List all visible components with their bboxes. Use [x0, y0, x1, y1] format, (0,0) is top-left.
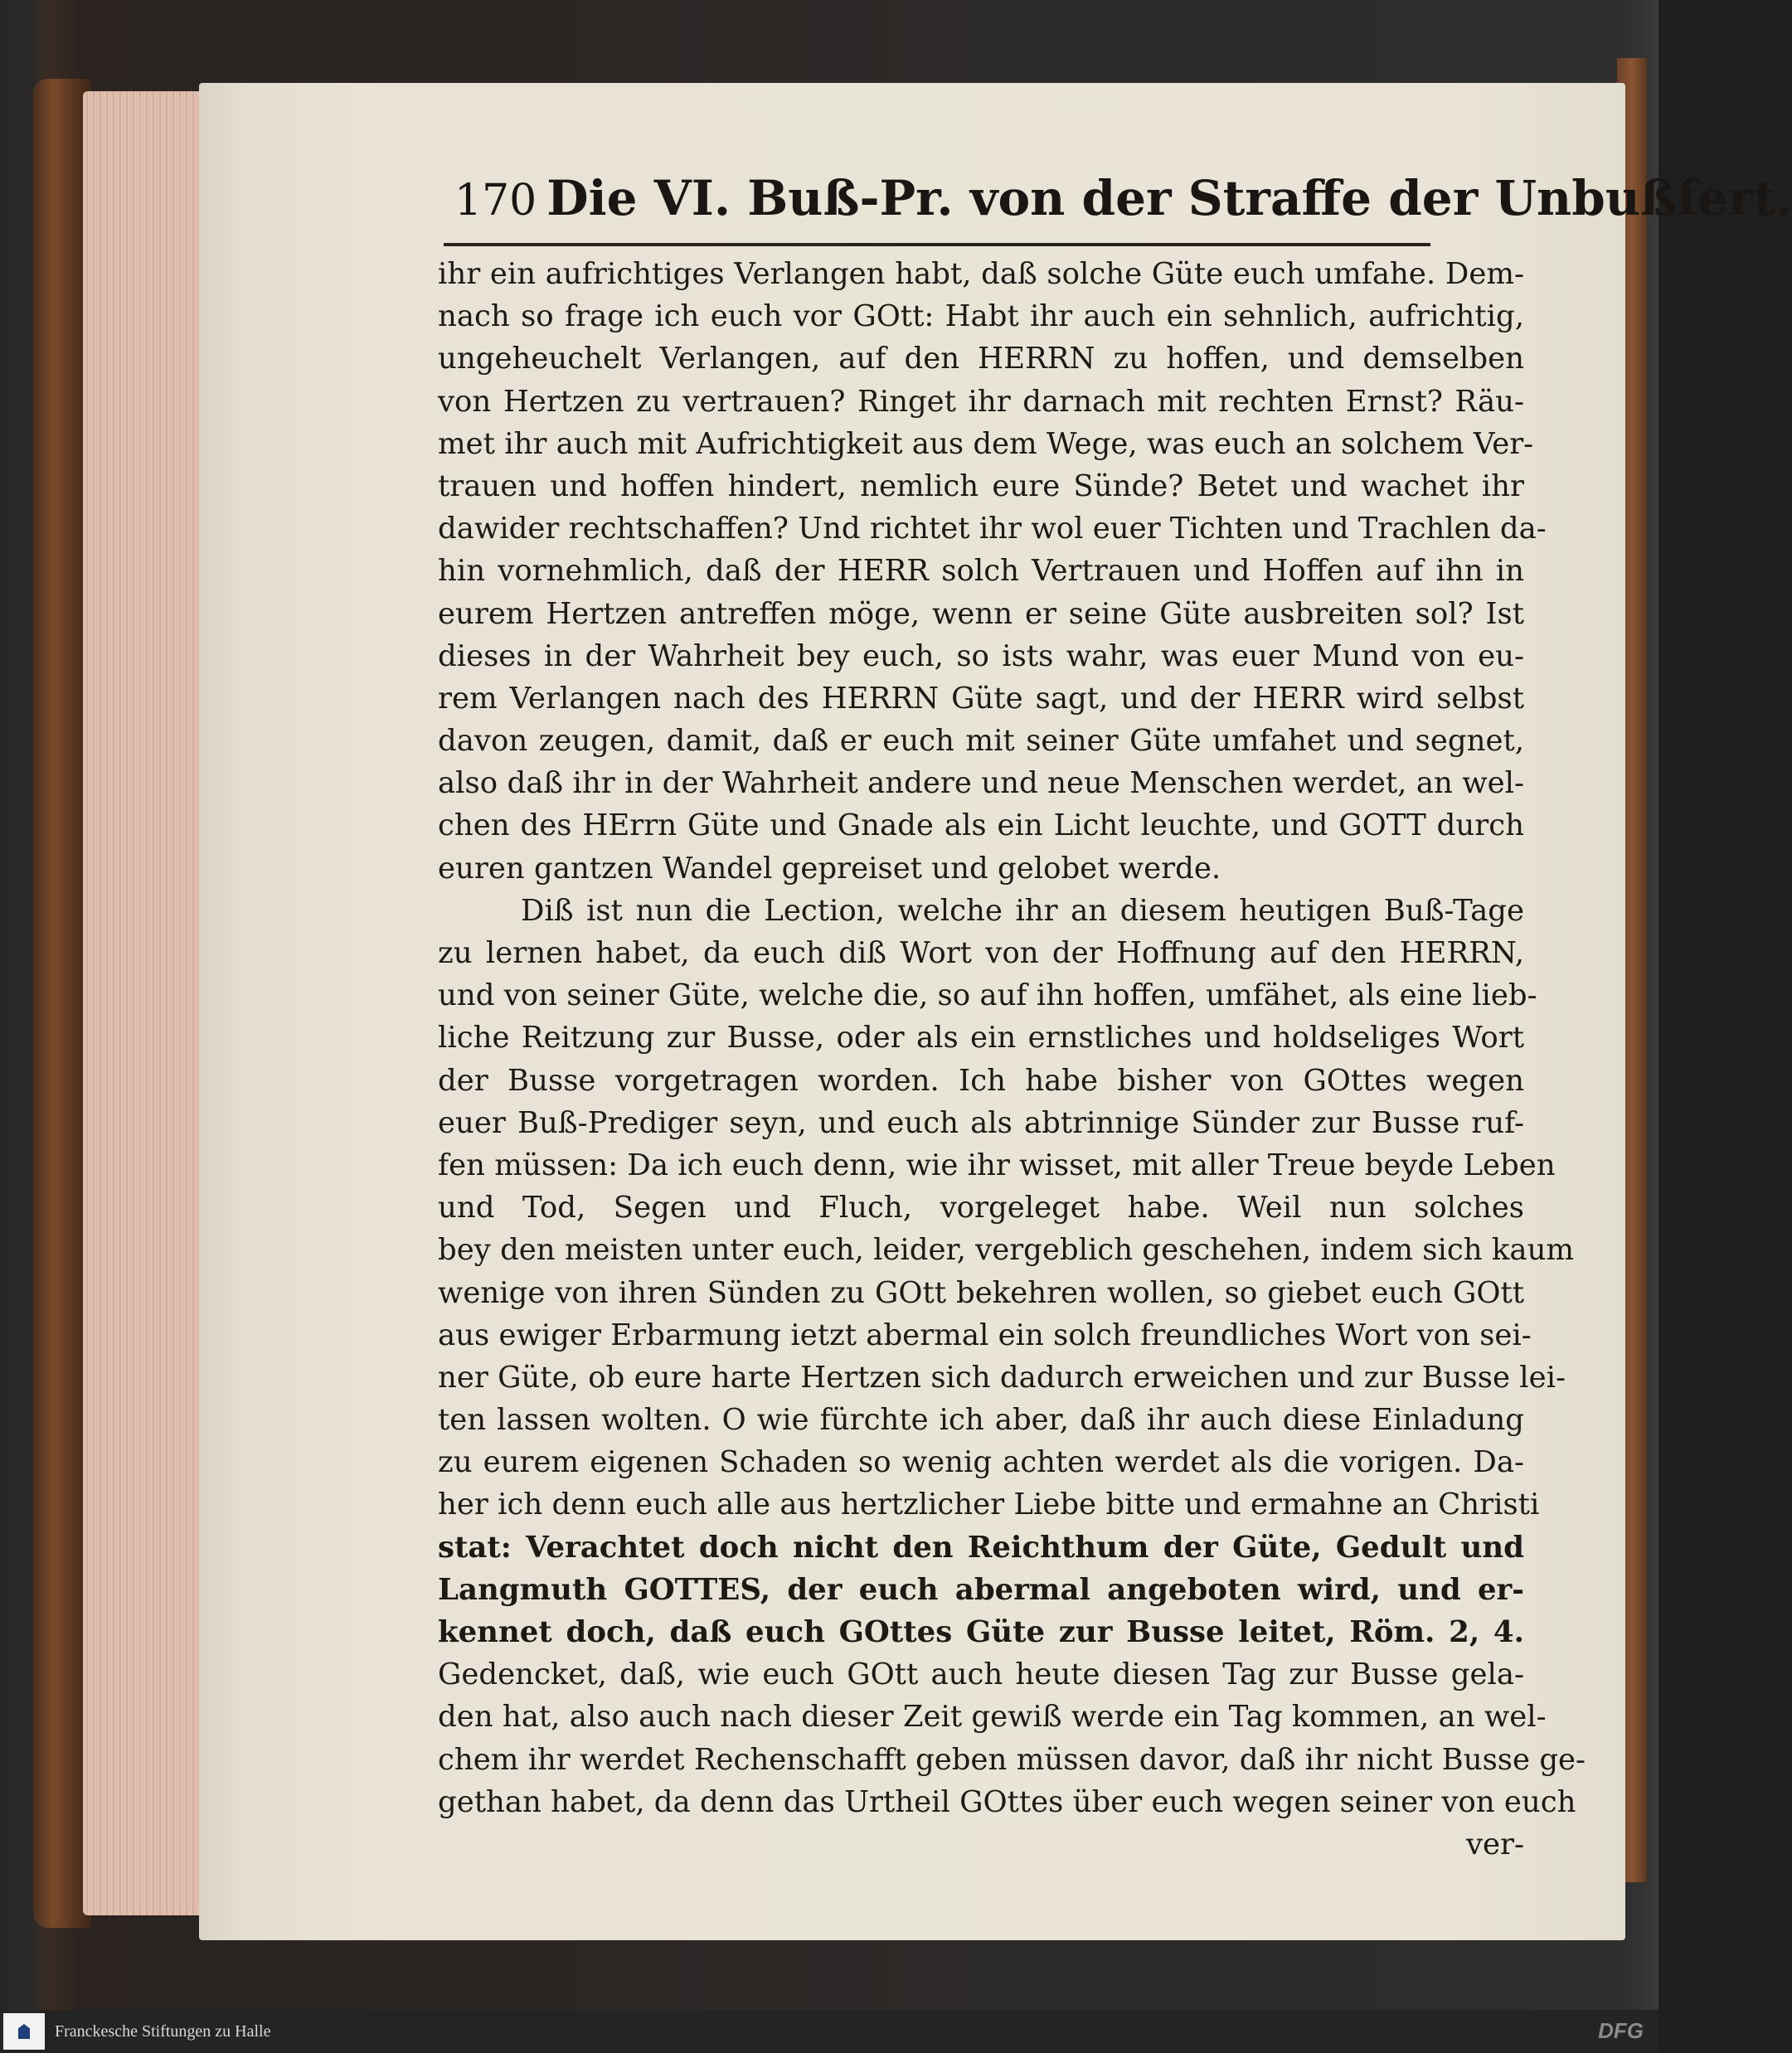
text-line: eurem Hertzen antreffen möge, wenn er seine Güte ausbreiten sol? Ist [438, 596, 1524, 631]
header-rule [444, 243, 1430, 246]
text-line: und Tod, Segen und Fluch, vorgeleget habe. Weil nun solches [438, 1191, 1524, 1225]
institution-name: Franckesche Stiftungen zu Halle [55, 2021, 271, 2041]
page-header [454, 170, 1792, 245]
institution-logo [3, 2013, 45, 2050]
catchword: ver- [1465, 1827, 1524, 1861]
text-line: den hat, also auch nach dieser Zeit gewiß werde ein Tag kommen, an wel- [438, 1700, 1547, 1735]
body-text [438, 253, 1586, 1866]
text-line: euren gantzen Wandel gepreiset und gelobet werde. [438, 851, 1221, 886]
text-line: wenige von ihren Sünden zu GOtt bekehren wollen, so giebet euch GOtt [438, 1275, 1524, 1310]
text-line: von Hertzen zu vertrauen? Ringet ihr darnach mit rechten Ernst? Räu- [438, 384, 1524, 419]
text-line: ihr ein aufrichtiges Verlangen habt, daß solche Güte euch umfahe. Dem- [438, 257, 1524, 291]
text-line: bey den meisten unter euch, leider, vergeblich geschehen, indem sich kaum [438, 1233, 1575, 1268]
page-edges [83, 91, 216, 1915]
text-line: Gedencket, daß, wie euch GOtt auch heute diesen Tag zur Busse gela- [438, 1657, 1524, 1692]
text-line: aus ewiger Erbarmung ietzt abermal ein solch freundliches Wort von sei- [438, 1318, 1532, 1352]
text-line: kennet doch, daß euch GOttes Güte zur Busse leitet, Röm. 2, 4. [438, 1615, 1524, 1649]
text-line: dieses in der Wahrheit bey euch, so ists wahr, was euer Mund von eu- [438, 638, 1524, 673]
text-line: der Busse vorgetragen worden. Ich habe bisher von GOttes wegen [438, 1063, 1524, 1098]
text-line: chem ihr werdet Rechenschafft geben müssen davor, daß ihr nicht Busse ge- [438, 1742, 1586, 1777]
text-line: stat: Verachtet doch nicht den Reichthum der Güte, Gedult und [438, 1530, 1524, 1565]
text-line: rem Verlangen nach des HERRN Güte sagt, und der HERR wird selbst [438, 681, 1524, 716]
text-line: nach so frage ich euch vor GOtt: Habt ihr auch ein sehnlich, aufrichtig, [438, 299, 1524, 334]
text-line: liche Reitzung zur Busse, oder als ein ernstliches und holdseliges Wort [438, 1021, 1524, 1056]
text-line: Diß ist nun die Lection, welche ihr an diesem heutigen Buß-Tage [521, 893, 1524, 928]
text-line: zu eurem eigenen Schaden so wenig achten werdet als die vorigen. Da- [438, 1445, 1524, 1480]
text-line: ungeheuchelt Verlangen, auf den HERRN zu hoffen, und demselben [438, 342, 1524, 376]
dfg-logo: DFG [1598, 2018, 1644, 2043]
text-line: also daß ihr in der Wahrheit andere und neue Menschen werdet, an wel- [438, 766, 1524, 801]
viewer-footer [0, 2010, 1658, 2053]
building-icon [18, 2024, 30, 2039]
text-line: hin vornehmlich, daß der HERR solch Vertrauen und Hoffen auf ihn in [438, 554, 1524, 589]
text-line: fen müssen: Da ich euch denn, wie ihr wisset, mit aller Treue beyde Leben [438, 1148, 1556, 1182]
text-line: dawider rechtschaffen? Und richtet ihr wol euer Tichten und Trachlen da- [438, 512, 1547, 546]
page-number: 170 [454, 176, 537, 226]
text-line: zu lernen habet, da euch diß Wort von der Hoffnung auf den HERRN, [438, 936, 1524, 970]
text-line: chen des HErrn Güte und Gnade als ein Licht leuchte, und GOTT durch [438, 808, 1524, 843]
text-line: trauen und hoffen hindert, nemlich eure Sünde? Betet und wachet ihr [438, 468, 1524, 503]
text-line: davon zeugen, damit, daß er euch mit seiner Güte umfahet und segnet, [438, 724, 1524, 759]
text-line: und von seiner Güte, welche die, so auf ihn hoffen, umfähet, als eine lieb- [438, 978, 1537, 1013]
text-line: her ich denn euch alle aus hertzlicher Liebe bitte und ermahne an Christi [438, 1488, 1540, 1522]
text-line: Langmuth GOTTES, der euch abermal angeboten wird, und er- [438, 1572, 1524, 1607]
text-line: gethan habet, da denn das Urtheil GOttes über euch wegen seiner von euch [438, 1784, 1576, 1819]
text-line: ner Güte, ob eure harte Hertzen sich dadurch erweichen und zur Busse lei- [438, 1360, 1566, 1395]
text-line: ten lassen wolten. O wie fürchte ich aber, daß ihr auch diese Einladung [438, 1403, 1524, 1438]
running-title: Die VI. Buß-Pr. von der Straffe der Unbußfert. [546, 170, 1792, 226]
text-line: met ihr auch mit Aufrichtigkeit aus dem Wege, was euch an solchem Ver- [438, 426, 1534, 461]
text-line: euer Buß-Prediger seyn, und euch als abtrinnige Sünder zur Busse ruf- [438, 1105, 1524, 1140]
